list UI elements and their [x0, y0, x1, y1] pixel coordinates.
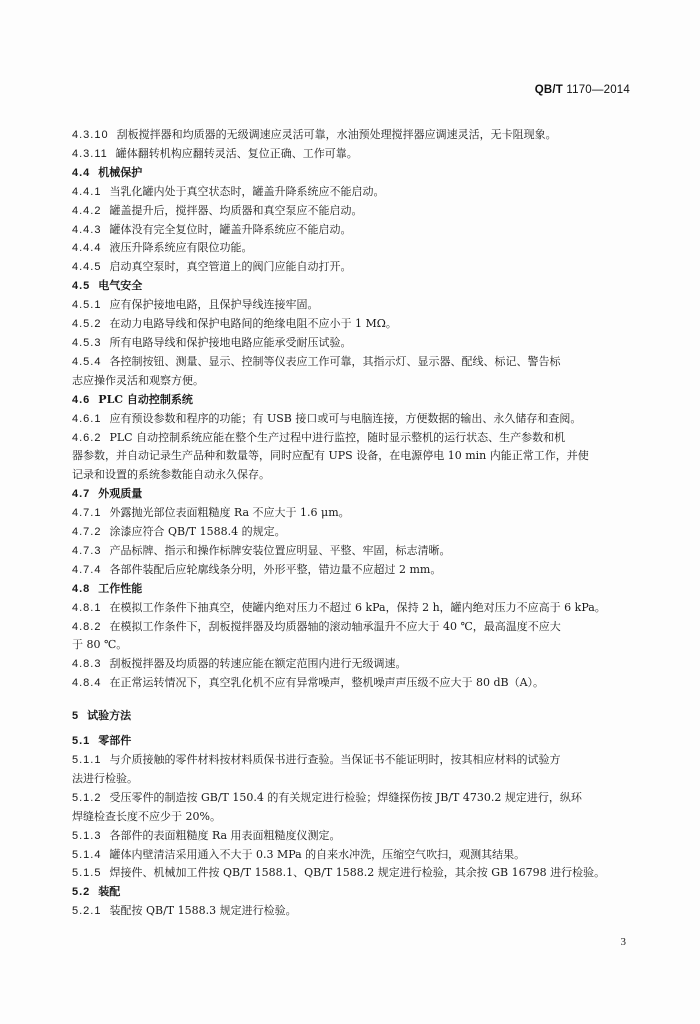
clause-text: 焊接件、机械加工件按 QB/T 1588.1、QB/T 1588.2 规定进行检验，其余按 GB 16798 进行检验。	[109, 866, 606, 880]
clause-text: 液压升降系统应有限位功能。	[109, 241, 253, 255]
clause-4-6-2-continued-1	[72, 447, 638, 466]
clause-4-4-5	[72, 258, 638, 277]
clause-number: 4.6.2	[72, 431, 102, 444]
clause-text: 罐体没有完全复位时，罐盖升降系统应不能启动。	[109, 222, 352, 236]
clause-5-1-2-continued	[72, 808, 638, 827]
section-number: 5.1	[72, 735, 91, 748]
clause-text: 外露抛光部位表面粗糙度 Ra 不应大于 1.6 μm。	[109, 506, 350, 520]
clause-text: 产品标牌、指示和操作标牌安装位置应明显、平整、牢固，标志清晰。	[109, 543, 451, 557]
section-4-4-heading	[72, 164, 638, 183]
clause-4-4-3	[72, 221, 638, 240]
clause-4-6-1	[72, 410, 638, 429]
clause-4-6-2	[72, 429, 638, 448]
clause-number: 4.4.1	[72, 185, 102, 198]
clause-number: 5.2.1	[72, 905, 102, 918]
clause-text: 志应操作灵活和观察方便。	[72, 373, 204, 387]
clause-text: 罐体翻转机构应翻转灵活、复位正确、工作可靠。	[115, 146, 358, 160]
clause-number: 4.3.11	[72, 147, 108, 160]
clause-number: 4.3.10	[72, 129, 109, 141]
clause-5-1-5	[72, 864, 638, 883]
clause-text: 涂漆应符合 QB/T 1588.4 的规定。	[109, 525, 286, 539]
clause-text: 焊缝检查长度不应少于 20%。	[72, 809, 221, 823]
standard-number: 1170—2014	[566, 84, 630, 96]
clause-4-7-2	[72, 523, 638, 542]
clause-5-1-1-continued	[72, 770, 638, 789]
clause-4-5-4-continued	[72, 372, 638, 391]
clause-4-8-2	[72, 618, 638, 637]
chapter-number: 5	[72, 710, 80, 723]
page-number: 3	[620, 936, 626, 948]
section-number: 4.7	[72, 488, 91, 501]
clause-number: 5.1.1	[72, 754, 102, 766]
clause-4-5-4	[72, 353, 638, 372]
clause-number: 4.7.4	[72, 563, 102, 576]
clause-4-3-11	[72, 145, 638, 164]
section-title: 零部件	[98, 734, 132, 748]
document-body	[72, 126, 638, 921]
clause-5-2-1	[72, 902, 638, 921]
clause-number: 5.1.5	[72, 867, 102, 880]
clause-number: 4.5.1	[72, 299, 102, 312]
section-title: 装配	[98, 885, 121, 899]
clause-text: 在模拟工作条件下抽真空，使罐内绝对压力不超过 6 kPa，保持 2 h，罐内绝对压力不应高于 6 kPa。	[109, 600, 606, 614]
section-5-1-heading	[72, 732, 638, 751]
clause-text: PLC 自动控制系统应能在整个生产过程中进行监控，随时显示整机的运行状态、生产参数和机	[109, 430, 566, 444]
section-title: 外观质量	[98, 487, 143, 501]
clause-text: 当乳化罐内处于真空状态时，罐盖升降系统应不能启动。	[109, 184, 385, 198]
clause-4-5-3	[72, 334, 638, 353]
section-title: 工作性能	[98, 581, 143, 595]
clause-number: 4.7.2	[72, 526, 102, 539]
clause-text: 与介质接触的零件材料按材料质保书进行查验。当保证书不能证明时，按其相应材料的试验方	[109, 753, 561, 766]
clause-text: 罐体内壁清洁采用通入不大于 0.3 MPa 的自来水冲洗，压缩空气吹扫，观测其结果。	[109, 847, 526, 861]
chapter-5-heading	[72, 707, 638, 726]
clause-text: 器参数，并自动记录生产品种和数量等，同时应配有 UPS 设备，在电源停电 10 min 内能正常工作，并使	[72, 449, 589, 463]
clause-number: 4.6.1	[72, 412, 102, 425]
clause-text: 所有电路导线和保护接地电路应能承受耐压试验。	[109, 335, 352, 349]
clause-4-3-10	[72, 126, 638, 145]
clause-4-4-2	[72, 202, 638, 221]
clause-number: 4.8.4	[72, 677, 102, 690]
clause-4-8-2-continued	[72, 636, 638, 655]
clause-number: 4.4.5	[72, 261, 102, 274]
clause-text: 装配按 QB/T 1588.3 规定进行检验。	[109, 904, 297, 918]
clause-text: 在正常运转情况下，真空乳化机不应有异常噪声，整机噪声声压级不应大于 80 dB（A）。	[109, 676, 545, 690]
clause-number: 4.7.3	[72, 544, 102, 557]
clause-number: 4.4.4	[72, 242, 102, 255]
clause-number: 4.5.2	[72, 318, 102, 331]
clause-text: 启动真空泵时，真空管道上的阀门应能自动打开。	[109, 260, 352, 274]
clause-number: 4.5.3	[72, 336, 102, 349]
clause-text: 在动力电路导线和保护电路间的绝缘电阻不应小于 1 MΩ。	[109, 317, 397, 331]
clause-number: 5.1.2	[72, 791, 102, 804]
clause-5-1-3	[72, 827, 638, 846]
section-5-2-heading	[72, 883, 638, 902]
clause-number: 4.8.3	[72, 658, 102, 671]
standard-prefix: QB/T	[534, 84, 563, 96]
clause-number: 4.8.1	[72, 601, 102, 614]
section-title: 机械保护	[98, 165, 143, 179]
clause-text: 受压零件的制造按 GB/T 150.4 的有关规定进行检验；焊缝探伤按 JB/T 4730.2 规定进行，纵环	[109, 790, 582, 804]
clause-text: 于 80 ℃。	[72, 638, 128, 652]
clause-number: 4.7.1	[72, 507, 102, 520]
clause-text: 罐盖提升后，搅拌器、均质器和真空泵应不能启动。	[109, 203, 363, 217]
clause-4-7-3	[72, 542, 638, 561]
clause-5-1-1	[72, 751, 638, 770]
section-number: 4.8	[72, 582, 91, 595]
clause-4-4-4	[72, 239, 638, 258]
clause-text: 法进行检验。	[72, 771, 138, 785]
clause-4-8-3	[72, 655, 638, 674]
clause-4-6-2-continued-2	[72, 466, 638, 485]
section-4-7-heading	[72, 485, 638, 504]
section-title: 电气安全	[98, 279, 143, 293]
clause-number: 5.1.3	[72, 829, 102, 842]
clause-text: 在模拟工作条件下，刮板搅拌器及均质器轴的滚动轴承温升不应大于 40 ℃，最高温度不应大	[109, 619, 561, 633]
clause-4-7-4	[72, 561, 638, 580]
section-number: 5.2	[72, 886, 91, 899]
section-number: 4.6	[72, 393, 91, 406]
clause-number: 4.4.3	[72, 223, 102, 236]
clause-4-8-1	[72, 599, 638, 618]
clause-4-7-1	[72, 504, 638, 523]
clause-number: 5.1.4	[72, 848, 102, 861]
chapter-title: 试验方法	[87, 709, 132, 723]
clause-5-1-4	[72, 846, 638, 865]
clause-4-4-1	[72, 183, 638, 202]
section-number: 4.5	[72, 280, 91, 293]
clause-number: 4.5.4	[72, 355, 102, 368]
section-title: PLC 自动控制系统	[98, 392, 193, 406]
clause-5-1-2	[72, 789, 638, 808]
clause-text: 刮板搅拌器及均质器的转速应能在额定范围内进行无级调速。	[109, 657, 407, 671]
clause-text: 应有保护接地电路，且保护导线连接牢固。	[109, 298, 319, 312]
clause-4-5-1	[72, 296, 638, 315]
clause-4-5-2	[72, 315, 638, 334]
clause-number: 4.4.2	[72, 204, 102, 217]
section-number: 4.4	[72, 166, 91, 179]
clause-text: 应有预设参数和程序的功能；有 USB 接口或可与电脑连接，方便数据的输出、永久储存和查阅。	[109, 411, 582, 425]
clause-text: 各控制按钮、测量、显示、控制等仪表应工作可靠，其指示灯、显示器、配线、标记、警告标	[109, 354, 561, 368]
standard-code-header	[535, 84, 630, 96]
clause-text: 各部件装配后应轮廓线条分明，外形平整，错边量不应超过 2 mm。	[109, 562, 442, 576]
section-4-8-heading	[72, 580, 638, 599]
clause-number: 4.8.2	[72, 620, 102, 633]
clause-text: 记录和设置的系统参数能自动永久保存。	[72, 468, 270, 482]
section-4-6-heading	[72, 391, 638, 410]
clause-4-8-4	[72, 674, 638, 693]
clause-text: 各部件的表面粗糙度 Ra 用表面粗糙度仪测定。	[109, 828, 341, 842]
clause-text: 刮板搅拌器和均质器的无级调速应灵活可靠，水油预处理搅拌器应调速灵活，无卡阻现象。	[116, 128, 557, 141]
section-4-5-heading	[72, 277, 638, 296]
